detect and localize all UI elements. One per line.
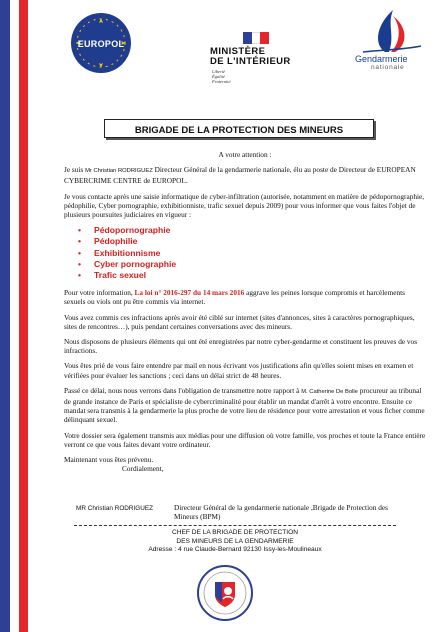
deadline-before: Passé ce délai, nous nous verrons dans l'obligation de transmettre notre rapport à — [64, 385, 300, 395]
law-paragraph — [64, 288, 426, 306]
law-before: Pour votre information, — [64, 288, 133, 298]
footer — [74, 529, 396, 555]
ministere-logo — [210, 32, 302, 84]
offences-paragraph: Vous avez commis ces infractions après avoir été ciblé sur internet (sites d'annonces, sites à caractères pornographiques, sites de rencontres…), puis pendant certaines conversations avec des mineurs. — [64, 312, 415, 331]
request-paragraph: Vous êtes prié de vous faire entendre par mail en nous écrivant vos justifications afin qu'elles soient mises en examen et vérifiées pour évaluer les sanctions ; ceci dans un délai strict de 48 heures. — [64, 361, 414, 380]
document-title: BRIGADE DE LA PROTECTION DES MINEURS — [134, 125, 344, 136]
europol-logo-text: EUROPOL — [77, 39, 125, 49]
salutation: A votre attention : — [218, 150, 272, 159]
deadline-paragraph — [64, 386, 426, 425]
list-item: • Exhibitionnisme — [94, 248, 426, 259]
flag-band-red — [19, 0, 28, 632]
offences-list — [64, 225, 426, 281]
intro-je-suis: Je suis — [64, 165, 84, 175]
gendarmerie-title: Gendarmerie — [355, 54, 408, 64]
closing-regards: Cordialement, — [122, 464, 164, 474]
intro-name: Mr Christian RODRIGUEZ — [85, 168, 153, 175]
closing-warning: Maintenant vous êtes prévenu. — [64, 455, 154, 465]
motto-egalite: Égalité — [212, 74, 225, 79]
letter-body — [64, 150, 426, 473]
prosecutor-name: M. Catherine De Bolle — [301, 388, 358, 395]
deadline-after: procureur au tribunal de grande instance de Paris et spécialiste de cybercriminalité pour établir un mandat d'arrêt à votre encontre. Ensuite ce mandat sera transmis à la gendarmerie la plus proche de votre lieu de résidence pour votre arrestation et vous ficher comme délinquant sexuel. — [64, 385, 425, 425]
list-item: • Pédopornographie — [94, 225, 426, 236]
gendarmerie-flame-icon — [343, 6, 438, 56]
dashed-divider — [74, 525, 396, 526]
intro-paragraph — [64, 165, 426, 185]
motto-fraternite: Fraternité — [212, 79, 231, 84]
intro-role: Directeur Général de la gendarmerie nationale, élu au poste de Directeur de EUROPEAN CYBERCRIME CENTRE de EUROPOL. — [64, 165, 416, 186]
gendarmerie-subtitle: nationale — [371, 64, 405, 71]
list-item: • Trafic sexuel — [94, 270, 426, 281]
list-item: • Pédophilie — [94, 236, 426, 247]
media-paragraph: Votre dossier sera également transmis aux médias pour une diffusion où votre famille, vos proches et toute la France entière verront ce que vous faites devant votre ordinateur. — [64, 430, 426, 449]
bpm-roundel-logo — [197, 565, 253, 621]
signature-title: Directeur Général de la gendarmerie nationale ,Brigade de Protection des Mineurs (BPM) — [174, 503, 388, 522]
gendarmerie-logo — [343, 6, 438, 80]
logo-header — [40, 4, 440, 82]
motto-liberte: Liberté — [212, 69, 225, 74]
footer-line2: DES MINEURS DE LA GENDARMERIE — [176, 537, 294, 545]
footer-address: Adresse : 4 rue Claude-Bernard 92130 Issy-les-Moulineaux — [148, 546, 322, 554]
signature-name: MR Christian RODRIGUEZ — [76, 505, 154, 512]
ministere-line1: MINISTÈRE — [210, 46, 266, 57]
europol-logo — [70, 12, 132, 74]
ministere-line2: DE L'INTÉRIEUR — [210, 56, 291, 67]
marianne-flag-icon — [243, 32, 269, 44]
document-title-box — [104, 119, 374, 138]
law-after: aggrave les peines lorsque compromis et harcèlements sexuels ou viols ont pu être commis via internet. — [64, 288, 405, 307]
list-item: • Cyber pornographie — [94, 259, 426, 270]
ministere-mottos — [212, 69, 302, 84]
footer-line1: CHEF DE LA BRIGADE DE PROTECTION — [171, 529, 299, 536]
evidence-paragraph: Nous disposons de plusieurs éléments qui ont été enregistrées par notre cyber-gendarme et constituent les preuves de vos infractions. — [64, 337, 418, 356]
flag-band-white — [10, 0, 19, 632]
law-reference: La loi n° 2016-297 du 14 mars 2016 — [134, 288, 245, 298]
flag-band-blue — [0, 0, 10, 632]
contact-paragraph: Je vous contacte après une saisie informatique de cyber-infiltration (autorisée, notamment en matière de pédopornographie, pédophilie, Cyber pornographie, exhibitionniste, trafic sexuel depuis 2009) pour vous informer que vous faites l'objet de plusieurs poursuites judiciaires en vigueur : — [64, 191, 425, 220]
